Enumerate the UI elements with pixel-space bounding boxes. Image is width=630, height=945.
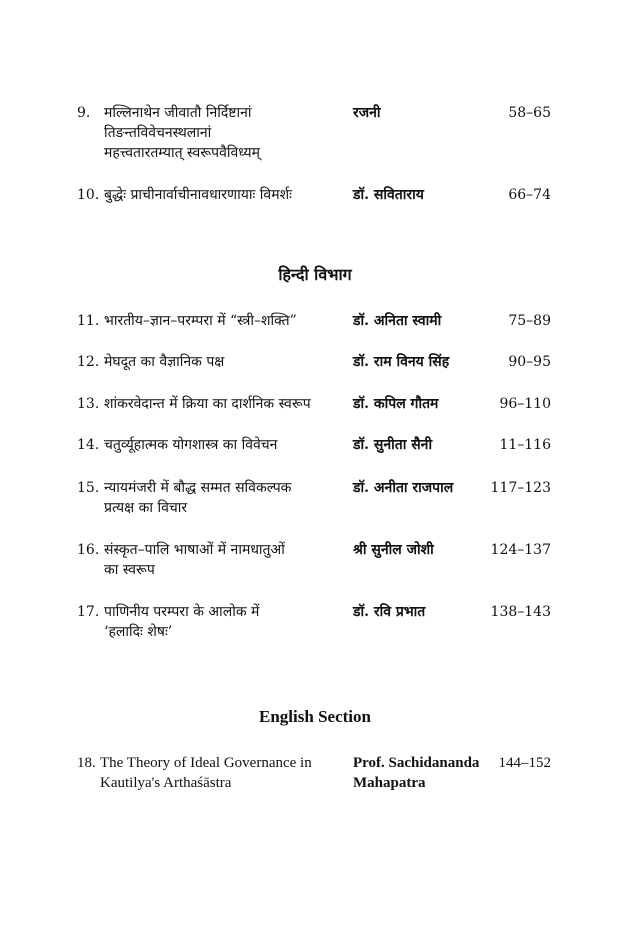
entry-title-line: भारतीय–ज्ञान–परम्परा में “स्त्री–शक्ति”	[104, 313, 297, 329]
entry-author: श्री सुनील जोशी	[353, 542, 434, 558]
entry-number: 11.	[77, 313, 100, 329]
entry-title-line: संस्कृत–पालि भाषाओं में नामधातुओं	[104, 542, 285, 558]
entry-title-line: का स्वरूप	[104, 562, 155, 578]
section-heading-english: English Section	[259, 707, 371, 726]
entry-author: डॉ. कपिल गौतम	[353, 396, 439, 412]
entry-pages: 90–95	[508, 354, 551, 370]
entry-title	[104, 602, 349, 642]
entry-pages: 117–123	[490, 480, 551, 496]
entry-number: 16.	[77, 542, 100, 558]
entry-author: डॉ. रवि प्रभात	[353, 604, 426, 620]
entry-number: 14.	[77, 437, 100, 453]
entry-number: 15.	[77, 480, 100, 496]
entry-author: डॉ. अनिता स्वामी	[353, 313, 442, 329]
entry-title	[104, 478, 349, 518]
entry-title-line: तिङन्तविवेचनस्थलानां	[104, 125, 212, 141]
entry-author: डॉ. सविताराय	[353, 187, 424, 203]
entry-number: 12.	[77, 354, 100, 370]
entry-pages: 58–65	[508, 105, 551, 121]
entry-title	[104, 103, 349, 163]
entry-pages: 11–116	[499, 437, 551, 453]
entry-number: 10.	[77, 187, 100, 203]
entry-title-line: मेघदूत का वैज्ञानिक पक्ष	[104, 354, 225, 370]
entry-title-line: प्रत्यक्ष का विचार	[104, 500, 188, 516]
entry-author: रजनी	[353, 105, 381, 121]
entry-title-line: पाणिनीय परम्परा के आलोक में	[104, 604, 260, 620]
entry-author: डॉ. अनीता राजपाल	[353, 480, 454, 496]
section-heading-hindi: हिन्दी विभाग	[278, 265, 352, 284]
entry-pages: 75–89	[508, 313, 551, 329]
entry-title-line: Kautilya's Arthaśāstra	[100, 775, 232, 791]
entry-pages: 138–143	[490, 604, 551, 620]
entry-title-line: शांकरवेदान्त में क्रिया का दार्शनिक स्वरूप	[104, 396, 311, 412]
entry-title	[104, 311, 349, 331]
entry-title	[100, 753, 350, 793]
entry-number: 17.	[77, 604, 100, 620]
entry-title	[104, 540, 349, 580]
entry-pages: 124–137	[490, 542, 551, 558]
entry-pages: 96–110	[499, 396, 551, 412]
entry-number: 9.	[77, 105, 91, 121]
entry-title-line: ‘हलादिः शेषः’	[104, 624, 173, 640]
entry-author: डॉ. सुनीता सैनी	[353, 437, 433, 453]
entry-author: डॉ. राम विनय सिंह	[353, 354, 450, 370]
entry-author	[353, 753, 479, 793]
entry-title-line: महत्त्वतारतम्यात् स्वरूपवैविध्यम्	[104, 145, 261, 161]
entry-title-line: न्यायमंजरी में बौद्ध सम्मत सविकल्पक	[104, 480, 292, 496]
entry-title-line: बुद्धेः प्राचीनार्वाचीनावधारणायाः विमर्शः	[104, 187, 292, 203]
entry-title-line: चतुर्व्यूहात्मक योगशास्त्र का विवेचन	[104, 437, 278, 453]
entry-pages: 66–74	[508, 187, 551, 203]
entry-title	[104, 185, 349, 205]
entry-number: 18.	[77, 755, 96, 771]
entry-title-line: The Theory of Ideal Governance in	[100, 755, 312, 771]
entry-pages: 144–152	[498, 755, 551, 771]
entry-title-line: मल्लिनाथेन जीवातौ निर्दिष्टानां	[104, 105, 252, 121]
entry-number: 13.	[77, 396, 100, 412]
entry-title	[104, 352, 349, 372]
entry-title	[104, 435, 349, 455]
entry-author-line: Mahapatra	[353, 775, 426, 791]
entry-title	[104, 394, 349, 414]
entry-author-line: Prof. Sachidananda	[353, 755, 480, 771]
